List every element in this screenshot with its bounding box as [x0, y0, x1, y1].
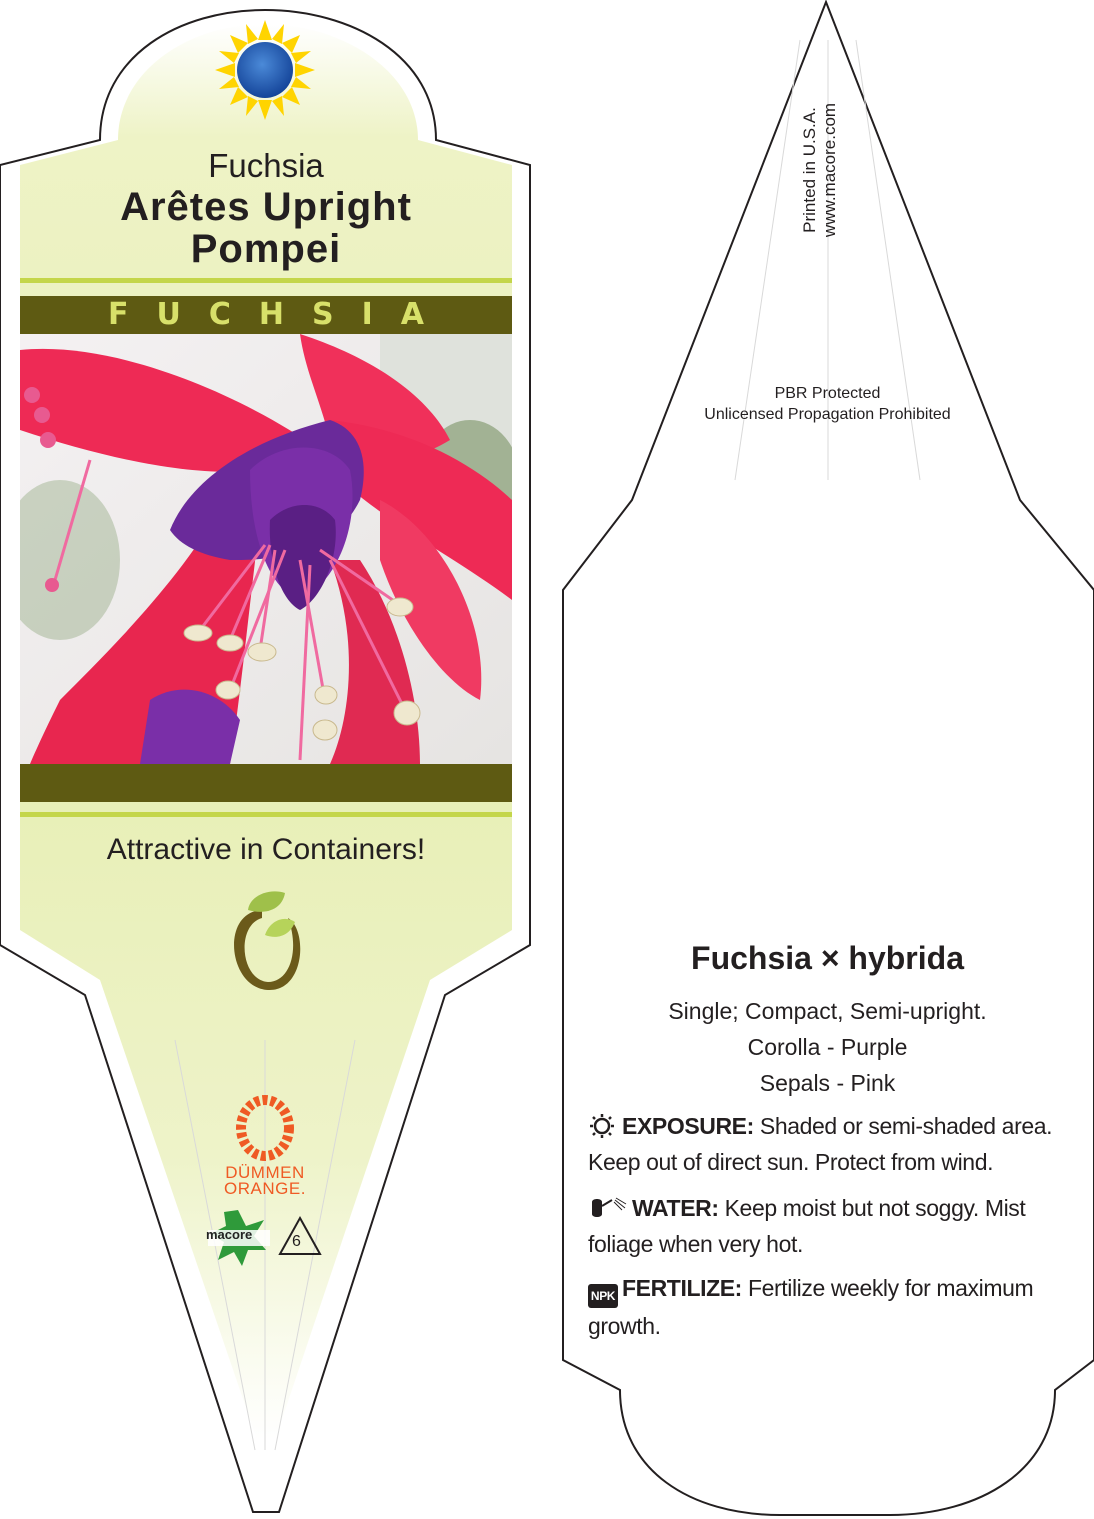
brand-line-2: ORANGE.	[224, 1179, 306, 1198]
exposure-text: Shaded or semi-shaded area. Keep out of direct sun. Protect from wind.	[588, 1113, 1053, 1175]
printer-logo-text: macore	[206, 1227, 253, 1242]
genus-name: Fuchsia	[208, 147, 324, 184]
brand-line-1: DÜMMEN	[225, 1163, 305, 1182]
description	[620, 993, 1035, 1101]
accent-line-bottom	[20, 812, 512, 817]
flower-photo	[0, 334, 520, 764]
band-label: FUCHSIA	[108, 297, 452, 332]
tagline: Attractive in Containers!	[106, 833, 426, 866]
pbr-line-2: Unlicensed Propagation Prohibited	[704, 406, 951, 423]
watering-can-icon	[588, 1196, 628, 1220]
pbr-line-1: PBR Protected	[774, 385, 881, 402]
exposure-sun-icon	[588, 1114, 618, 1138]
cultivar-name	[20, 186, 512, 270]
bottom-band	[20, 764, 512, 802]
printer-info	[800, 20, 840, 320]
desc-line-2: Corolla - Purple	[747, 1034, 908, 1060]
exposure-label: EXPOSURE:	[622, 1113, 754, 1139]
printed-in: Printed in U.S.A.	[800, 107, 819, 233]
fertilize-text: Fertilize weekly for maximum growth.	[588, 1275, 1034, 1339]
cultivar-line-2: Pompei	[190, 227, 342, 271]
recycle-code: 6	[292, 1233, 301, 1250]
water-text: Keep moist but not soggy. Mist foliage when very hot.	[588, 1195, 1026, 1257]
website: www.macore.com	[820, 102, 839, 238]
accent-line-top	[20, 278, 512, 283]
pbr-notice	[650, 383, 1005, 425]
water-label: WATER:	[632, 1195, 719, 1221]
fertilize-label: FERTILIZE:	[622, 1275, 742, 1301]
brand-name	[190, 1165, 340, 1197]
npk-icon: NPK	[588, 1284, 618, 1308]
desc-line-1: Single; Compact, Semi-upright.	[668, 998, 987, 1024]
latin-name: Fuchsia × hybrida	[691, 940, 964, 976]
water-info	[588, 1190, 1068, 1262]
cultivar-line-1: Arêtes Upright	[120, 185, 412, 229]
fertilize-info	[588, 1270, 1068, 1344]
exposure-info	[588, 1108, 1068, 1180]
sun-logo-icon	[215, 20, 315, 120]
desc-line-3: Sepals - Pink	[759, 1070, 896, 1096]
